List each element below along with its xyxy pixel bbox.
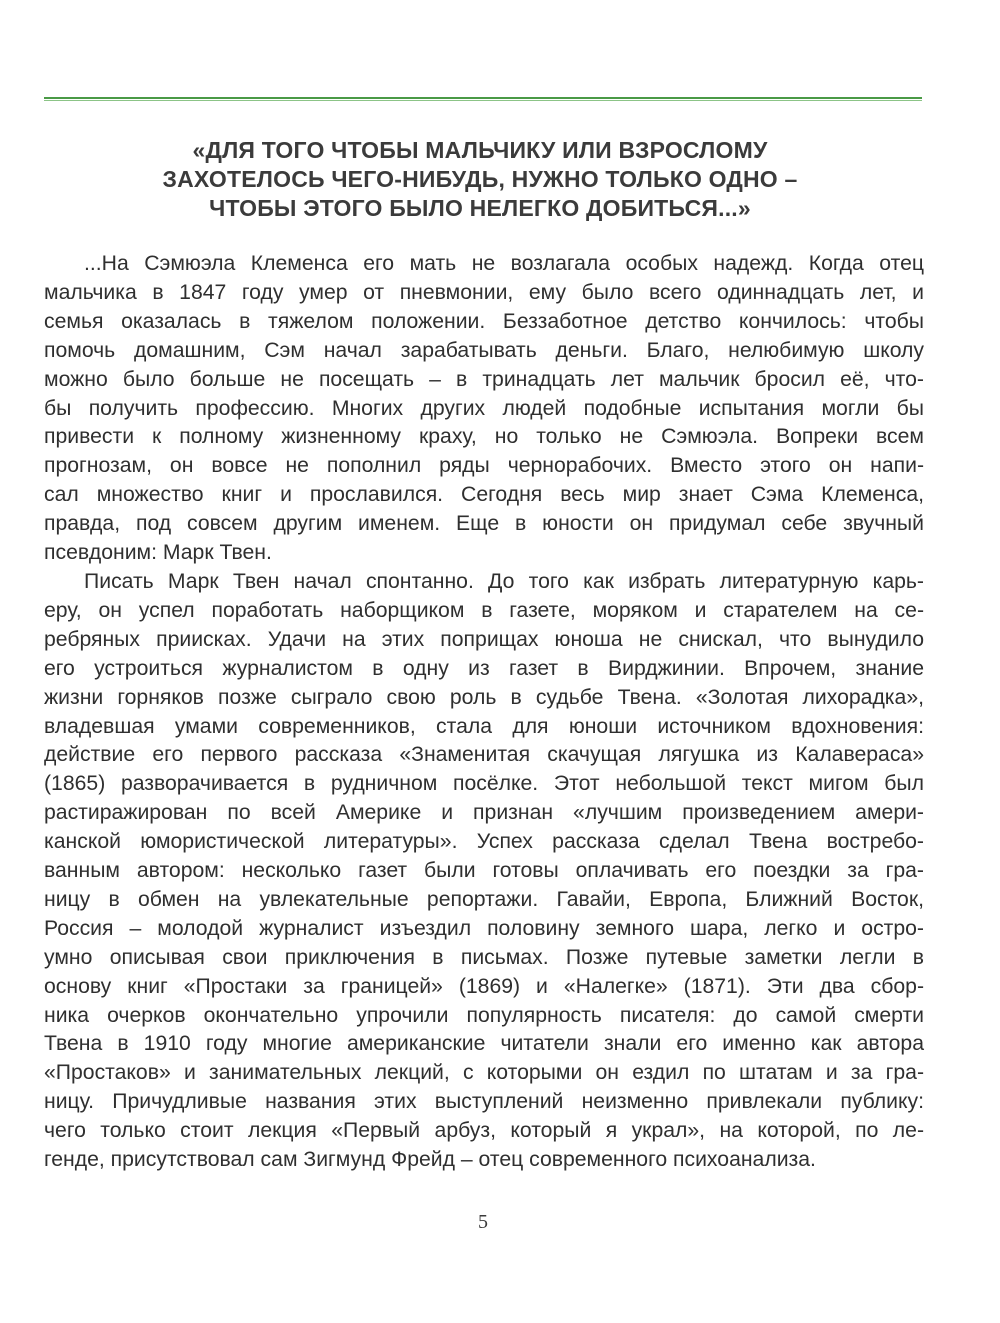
text-line: жизни горняков позже сыграло свою роль в судьбе Твена. «Золотая лихорадка», <box>44 685 924 709</box>
text-line: действие его первого рассказа «Знаменитая скачущая лягушка из Калавераса» <box>44 743 924 767</box>
text-line: (1865) разворачивается в рудничном посёлке. Этот небольшой текст мигом был <box>44 772 924 796</box>
page-number: 5 <box>478 1211 488 1233</box>
text-line: еру, он успел поработать наборщиком в газете, моряком и старателем на се- <box>44 598 924 622</box>
paragraph-1 <box>44 250 924 568</box>
text-line: ницу в обмен на увлекательные репортажи. Гавайи, Европа, Ближний Восток, <box>44 887 924 911</box>
title-line: ЧТОБЫ ЭТОГО БЫЛО НЕЛЕГКО ДОБИТЬСЯ...» <box>209 195 751 221</box>
text-line: Россия – молодой журналист изъездил половину земного шара, легко и остро- <box>44 916 924 940</box>
title-line: ЗАХОТЕЛОСЬ ЧЕГО-НИБУДЬ, НУЖНО ТОЛЬКО ОДНО – <box>162 166 798 192</box>
body-text <box>44 250 924 1175</box>
text-line: канской юмористической литературы». Успех рассказа сделал Твена востребо- <box>44 830 924 854</box>
text-line: основу книг «Простаки за границей» (1869) и «Налегке» (1871). Эти два сбор- <box>44 974 924 998</box>
text-line: помочь домашним, Сэм начал зарабатывать деньги. Благо, нелюбимую школу <box>44 338 924 362</box>
text-line: ребряных приисках. Удачи на этих поприщах юноша не снискал, что вынудило <box>44 627 924 651</box>
text-line: ...На Сэмюэла Клеменса его мать не возлагала особых надежд. Когда отец <box>84 252 924 275</box>
text-line: его устроиться журналистом в одну из газет в Вирджинии. Впрочем, знание <box>44 656 924 680</box>
text-line: «Простаков» и занимательных лекций, с которыми он ездил по штатам и за гра- <box>44 1061 924 1085</box>
top-divider-rule <box>44 97 922 101</box>
text-line: привести к полному жизненному краху, но только не Сэмюэла. Вопреки всем <box>44 425 924 449</box>
chapter-title <box>80 136 880 223</box>
text-line: прогнозам, он вовсе не пополнил ряды чернорабочих. Вместо этого он напи- <box>44 454 924 478</box>
text-line: правда, под совсем другим именем. Еще в юности он придумал себе звучный <box>44 512 924 536</box>
text-line: ника очерков окончательно упрочили популярность писателя: до самой смерти <box>44 1003 924 1027</box>
text-line: растиражирован по всей Америке и признан «лучшим произведением амери- <box>44 801 924 825</box>
text-line: Твена в 1910 году многие американские читатели знали его именно как автора <box>44 1032 924 1056</box>
text-line: можно было больше не посещать – в тринадцать лет мальчик бросил её, что- <box>44 367 924 391</box>
text-line: Писать Марк Твен начал спонтанно. До того как избрать литературную карь- <box>84 569 924 593</box>
text-line: сал множество книг и прославился. Сегодня весь мир знает Сэма Клеменса, <box>44 483 924 507</box>
text-line: умно описывая свои приключения в письмах. Позже путевые заметки легли в <box>44 945 924 969</box>
text-line: мальчика в 1847 году умер от пневмонии, ему было всего одиннадцать лет, и <box>44 280 924 304</box>
text-line: чего только стоит лекция «Первый арбуз, который я украл», на которой, по ле- <box>44 1119 924 1143</box>
text-line: ницу. Причудливые названия этих выступлений неизменно привлекали публику: <box>44 1090 924 1114</box>
text-line: бы получить профессию. Многих других людей подобные испытания могли бы <box>44 396 924 420</box>
title-line: «ДЛЯ ТОГО ЧТОБЫ МАЛЬЧИКУ ИЛИ ВЗРОСЛОМУ <box>192 137 768 163</box>
text-line: семья оказалась в тяжелом положении. Беззаботное детство кончилось: чтобы <box>44 309 924 333</box>
text-line: генде, присутствовал сам Зигмунд Фрейд – отец современного психоанализа. <box>44 1148 816 1172</box>
paragraph-2 <box>44 568 924 1175</box>
text-line: псевдоним: Марк Твен. <box>44 541 272 565</box>
text-line: владевшая умами современников, стала для юноши источником вдохновения: <box>44 714 924 738</box>
text-line: ванным автором: несколько газет были готовы оплачивать его поездки за гра- <box>44 859 924 883</box>
